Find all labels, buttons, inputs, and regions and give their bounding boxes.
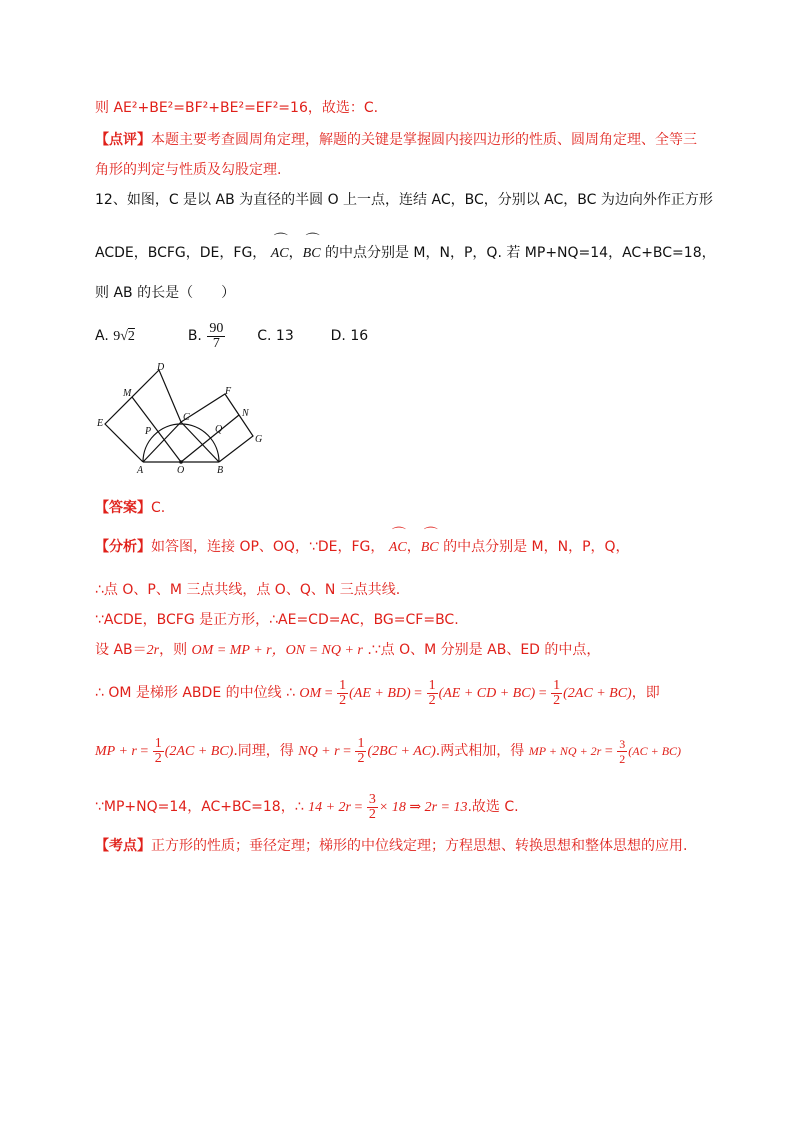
answer-tag: 【答案】 [95, 500, 151, 516]
semicircle-arc [143, 424, 219, 462]
expr-2ac-bc: (2AC + BC) [563, 686, 632, 701]
analysis-om: OM [299, 686, 322, 701]
question-separator: ， [288, 245, 303, 261]
frac-threehalf-2: $\frac{3}{2}$ [368, 791, 376, 822]
kaodian-line [95, 836, 687, 856]
expr-ae-bd: (AE + BD) [349, 686, 411, 701]
analysis-line-5 [95, 676, 660, 710]
question-text-2b: 的中点分别是 M，N，P，Q. 若 MP+NQ=14，AC+BC=18， [324, 245, 716, 261]
label-n: N [242, 408, 249, 419]
arc-bc-label: ⌒ BC [302, 234, 321, 261]
comment-line-1 [95, 130, 697, 150]
analysis-tag: 【分析】 [95, 539, 151, 555]
segment-on [181, 415, 239, 462]
frac-half-2: $\frac{1}{2}$ [428, 677, 436, 708]
kaodian-text: 正方形的性质；垂径定理；梯形的中位线定理；方程思想、转换思想和整体思想的应用. [151, 838, 688, 854]
analysis-text-6b: .两式相加，得 [435, 743, 529, 759]
question-text-1: 12、如图，C 是以 AB 为直径的半圆 O 上一点，连结 AC，BC，分别以 AC，BC 为边向外作正方形 [95, 192, 713, 208]
analysis-text-7b: .故选 C. [467, 799, 519, 815]
expr-result: × 18 ⇒ 2r = 13 [378, 800, 468, 815]
analysis-text-1a: 如答图，连接 OP、OQ，∵DE，FG， [151, 539, 385, 555]
analysis-text-2: ∴点 O、P、M 三点共线，点 O、Q、N 三点共线. [95, 582, 401, 598]
analysis-line-4 [95, 640, 600, 661]
solution-tail-line [95, 98, 378, 118]
analysis-line-2 [95, 580, 400, 600]
comment-text-1: 本题主要考查圆周角定理，解题的关键是掌握圆内接四边形的性质、圆周角定理、全等三 [151, 132, 697, 148]
answer-line [95, 498, 165, 518]
expr-14-2r: 14 + 2r [308, 800, 351, 815]
option-c: C. 13 [257, 328, 294, 344]
expr-2ac-bc-2: (2AC + BC) [164, 744, 234, 759]
equals-3: = [535, 686, 551, 701]
label-q: Q [215, 424, 223, 435]
expr-sum: MP + NQ + 2r [528, 744, 602, 758]
analysis-arc-bc: ⌒ BC [420, 528, 439, 555]
arc-ac-label: ⌒ AC [270, 234, 289, 261]
analysis-arc-ac: ⌒ AC [388, 528, 407, 555]
analysis-math-2r: 2r [146, 643, 160, 658]
expr-nq-r: NQ + r [298, 744, 340, 759]
analysis-text-4c: .∵点 O、M 分别是 AB、ED 的中点， [362, 642, 601, 658]
analysis-text-4b: ，则 [159, 642, 192, 658]
question-line-1 [95, 190, 713, 210]
label-d: D [157, 362, 165, 373]
answer-text: C. [151, 500, 166, 516]
option-a-value: 9√2 [113, 329, 135, 344]
expr-mp-r: MP + r [95, 744, 137, 759]
analysis-line-7: ∵MP+NQ=14，AC+BC=18，∴ 14 + 2r = $\frac{3}{2}$ × 18 ⇒ 2r = 13.故选 C. [95, 791, 519, 822]
equals-1: = [321, 686, 337, 701]
label-m: M [123, 388, 132, 399]
frac-half-1: $\frac{1}{2}$ [339, 677, 347, 708]
frac-half-5: $\frac{1}{2}$ [357, 735, 365, 766]
analysis-text-6a: .同理，得 [233, 743, 299, 759]
option-b-fraction: $\frac{90}{7}$ [209, 320, 224, 351]
solution-tail-text: 则 AE²+BE²=BF²+BE²=EF²=16，故选：C. [95, 100, 379, 116]
question-line-2 [95, 236, 716, 264]
label-e: E [97, 418, 104, 429]
analysis-text-5b: ，即 [631, 685, 660, 701]
question-text-3: 则 AB 的长是（ ） [95, 285, 236, 301]
analysis-text-1b: 的中点分别是 M，N，P，Q， [443, 539, 630, 555]
question-line-3 [95, 283, 235, 303]
analysis-line-1 [95, 530, 630, 558]
geometry-figure [95, 360, 275, 475]
equals-2: = [410, 686, 426, 701]
label-p: P [145, 426, 152, 437]
question-text-2a: ACDE，BCFG，DE，FG， [95, 245, 267, 261]
frac-half-4: $\frac{1}{2}$ [154, 735, 162, 766]
frac-threehalf-1: $\frac{3}{2}$ [619, 736, 626, 766]
label-f: F [225, 386, 232, 397]
options-row [95, 318, 368, 354]
label-a: A [137, 465, 144, 475]
label-o: O [177, 465, 185, 475]
expr-ac-bc: (AC + BC) [628, 744, 682, 758]
analysis-line-3 [95, 610, 459, 630]
expr-ae-cd-bc: (AE + CD + BC) [438, 686, 536, 701]
analysis-line-6: MP + r = $\frac{1}{2}$ (2AC + BC).同理，得 NQ + r = $\frac{1}{2}$ (2BC + AC).两式相加，得 MP + NQ + 2r = $\frac{3}{2}$ (AC + BC) [95, 735, 682, 766]
expr-2bc-ac: (2BC + AC) [367, 744, 436, 759]
analysis-text-7a: ∵MP+NQ=14，AC+BC=18，∴ [95, 799, 309, 815]
option-b [187, 320, 231, 351]
comment-tag: 【点评】 [95, 132, 151, 148]
comment-line-2 [95, 160, 281, 180]
kaodian-tag: 【考点】 [95, 838, 151, 854]
label-g: G [255, 434, 263, 445]
option-d: D. 16 [330, 328, 369, 344]
comment-text-2: 角形的判定与性质及勾股定理. [95, 162, 282, 178]
frac-half-3: $\frac{1}{2}$ [553, 677, 561, 708]
option-b-label: B. [187, 328, 202, 344]
analysis-text-3: ∵ACDE，BCFG 是正方形，∴AE=CD=AC，BG=CF=BC. [95, 612, 459, 628]
analysis-text-4a: 设 AB＝ [95, 642, 147, 658]
option-a-label: A. [95, 328, 109, 344]
analysis-text-5a: ∴ OM 是梯形 ABDE 的中位线 ∴ [95, 685, 300, 701]
center-o-dot [179, 460, 183, 464]
label-c: C [183, 412, 190, 423]
square-acde [105, 370, 181, 462]
label-b: B [217, 465, 224, 475]
analysis-math-om-on: OM = MP + r，ON = NQ + r [191, 643, 363, 658]
analysis-separator: ， [406, 539, 421, 555]
option-a [95, 328, 139, 344]
